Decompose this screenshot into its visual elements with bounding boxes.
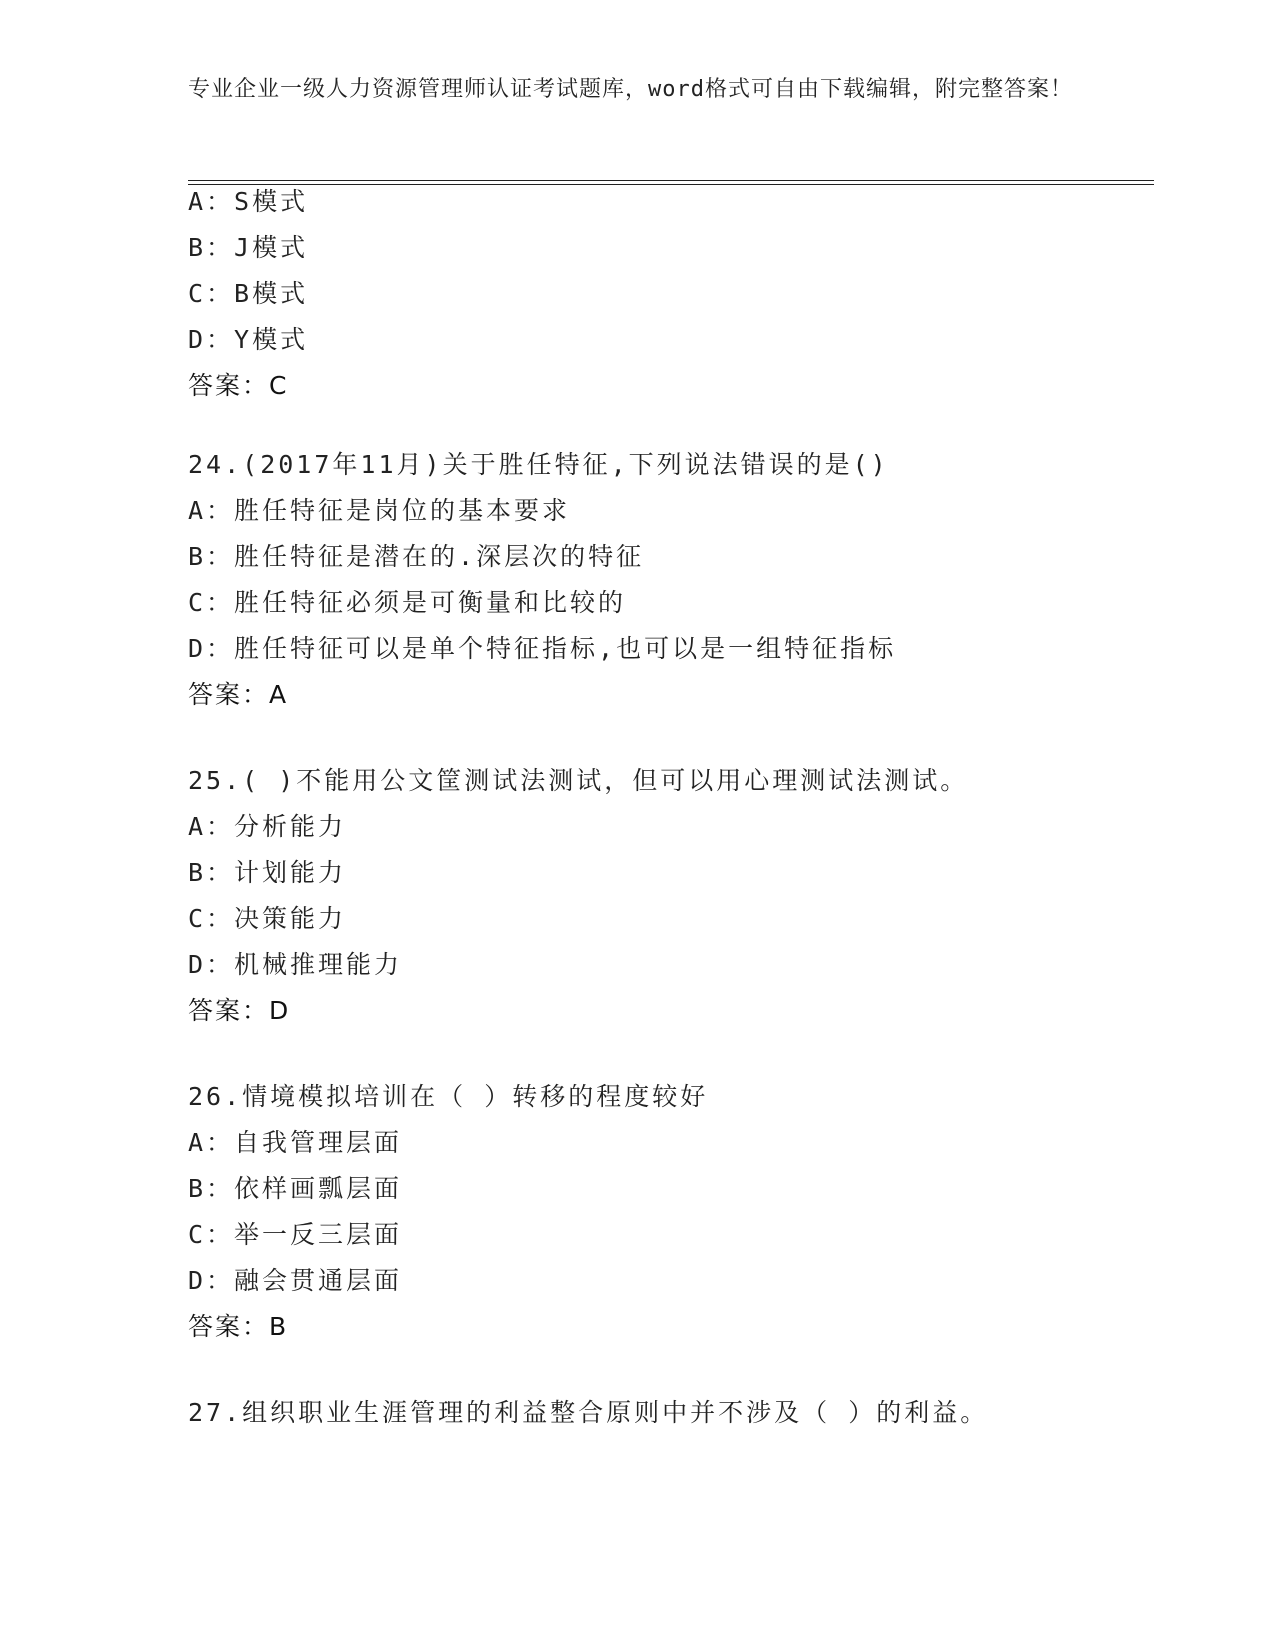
- answer-line: 答案：B: [188, 1312, 289, 1341]
- option-c: C：决策能力: [188, 904, 347, 933]
- question-stem: 26.情境模拟培训在（ ）转移的程度较好: [188, 1082, 709, 1111]
- answer-line: 答案：C: [188, 371, 289, 400]
- option-a: A：自我管理层面: [188, 1128, 403, 1157]
- option-b: B：依样画瓢层面: [188, 1174, 403, 1203]
- option-b: B：计划能力: [188, 858, 347, 887]
- answer-line: 答案：D: [188, 996, 291, 1025]
- option-c: C：举一反三层面: [188, 1220, 403, 1249]
- option-c: C：胜任特征必须是可衡量和比较的: [188, 588, 627, 617]
- option-d: D：Y模式: [188, 325, 309, 354]
- question-26: [188, 1074, 1154, 1350]
- option-d: D：融会贯通层面: [188, 1266, 403, 1295]
- option-c: C：B模式: [188, 279, 309, 308]
- option-b: B：胜任特征是潜在的.深层次的特征: [188, 542, 645, 571]
- option-d: D：机械推理能力: [188, 950, 403, 979]
- option-a: A：分析能力: [188, 812, 347, 841]
- option-b: B：J模式: [188, 233, 309, 262]
- question-23-continued: [188, 179, 1154, 409]
- question-stem: 25.( )不能用公文筐测试法测试，但可以用心理测试法测试。: [188, 766, 969, 795]
- question-27: [188, 1390, 1154, 1436]
- question-stem: 27.组织职业生涯管理的利益整合原则中并不涉及（ ）的利益。: [188, 1398, 989, 1427]
- option-a: A：S模式: [188, 187, 309, 216]
- question-stem: 24.(2017年11月)关于胜任特征,下列说法错误的是(): [188, 450, 889, 479]
- question-25: [188, 758, 1154, 1034]
- answer-line: 答案：A: [188, 680, 289, 709]
- question-24: [188, 442, 1154, 718]
- option-d: D：胜任特征可以是单个特征指标,也可以是一组特征指标: [188, 634, 897, 663]
- option-a: A：胜任特征是岗位的基本要求: [188, 496, 571, 525]
- header-note: 专业企业一级人力资源管理师认证考试题库，word格式可自由下载编辑，附完整答案！: [188, 77, 1073, 102]
